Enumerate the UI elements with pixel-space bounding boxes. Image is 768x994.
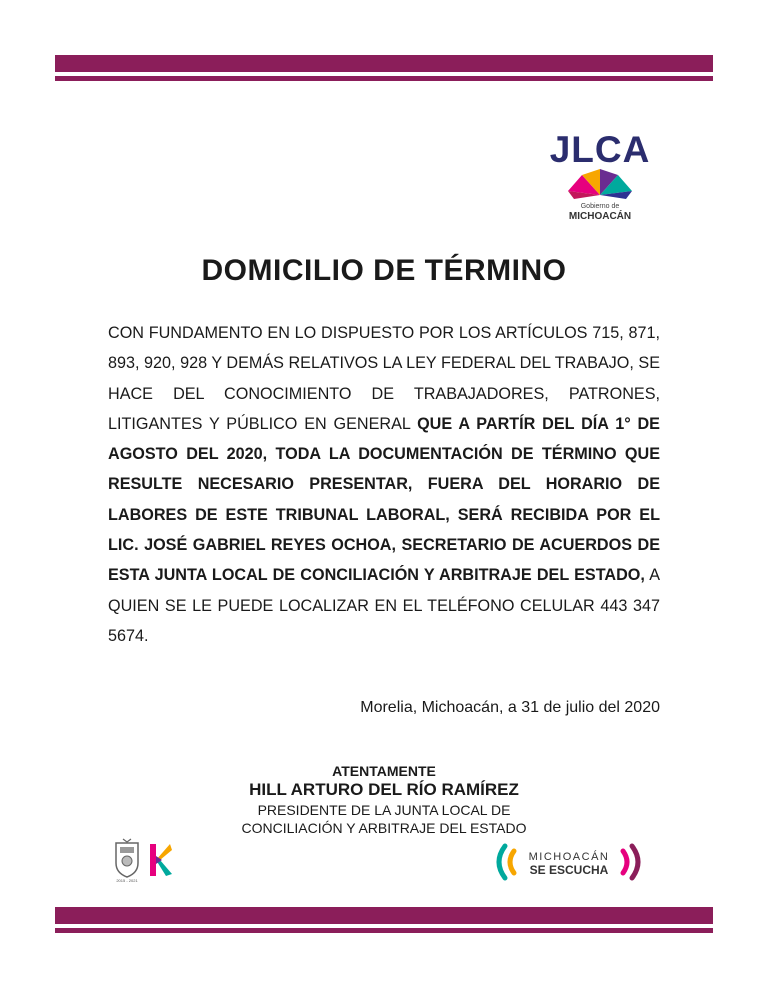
- place-date: Morelia, Michoacán, a 31 de julio del 2020: [360, 699, 660, 716]
- jlca-logo: [548, 129, 652, 222]
- michoacan-se-escucha-logo: [487, 840, 651, 884]
- body-text-normal-1: CON FUNDAMENTO EN LO DISPUESTO POR LOS ARTÍCULOS 715, 871, 893, 920, 928 Y DEMÁS RELATIVOS LA LEY FEDERAL DEL TRABAJO, SE HACE DEL CONOCIMIENTO DE TRABAJADORES, PATRONES, LITIGANTES Y PÚBLICO EN GENERAL: [108, 324, 660, 433]
- signature-position-2: CONCILIACIÓN Y ARBITRAJE DEL ESTADO: [241, 820, 527, 836]
- logo-sub-2: MICHOACÁN: [568, 211, 632, 221]
- bottom-band-thin: [55, 928, 713, 933]
- body-text-normal-2: A QUIEN SE LE PUEDE LOCALIZAR EN EL TELÉFONO CELULAR 443 347 5674.: [108, 566, 660, 645]
- campaign-line-2: SE ESCUCHA: [529, 863, 609, 877]
- michoacan-flower-icon: [560, 169, 640, 221]
- top-band-thick: [55, 55, 713, 72]
- k-logo-icon: [148, 840, 174, 880]
- document-title: DOMICILIO DE TÉRMINO: [201, 254, 567, 287]
- signature-position-1: PRESIDENTE DE LA JUNTA LOCAL DE: [257, 802, 511, 818]
- top-decorative-band: [55, 55, 713, 81]
- top-band-thin: [55, 76, 713, 81]
- logo-sub-1: Gobierno de: [580, 203, 620, 210]
- signature-name: HILL ARTURO DEL RÍO RAMÍREZ: [249, 780, 519, 799]
- body-text-bold: QUE A PARTÍR DEL DÍA 1° DE AGOSTO DEL 2020, TODA LA DOCUMENTACIÓN DE TÉRMINO QUE RESULTE NECESARIO PRESENTAR, FUERA DEL HORARIO DE LABORES DE ESTE TRIBUNAL LABORAL, SERÁ RECIBIDA POR EL LIC. JOSÉ GABRIEL REYES OCHOA, SECRETARIO DE ACUERDOS DE ESTA JUNTA LOCAL DE CONCILIACIÓN Y ARBITRAJE DEL ESTADO,: [108, 414, 660, 585]
- document-body: [108, 318, 660, 651]
- bottom-band-thick: [55, 907, 713, 924]
- campaign-line-1: MICHOACÁN: [528, 851, 610, 863]
- signature-closing: ATENTAMENTE: [332, 763, 436, 779]
- shield-years: 2015 - 2021: [116, 878, 138, 883]
- state-shield-icon: [112, 837, 142, 883]
- jlca-logo-text: JLCA: [549, 129, 651, 170]
- bottom-decorative-band: [55, 907, 713, 933]
